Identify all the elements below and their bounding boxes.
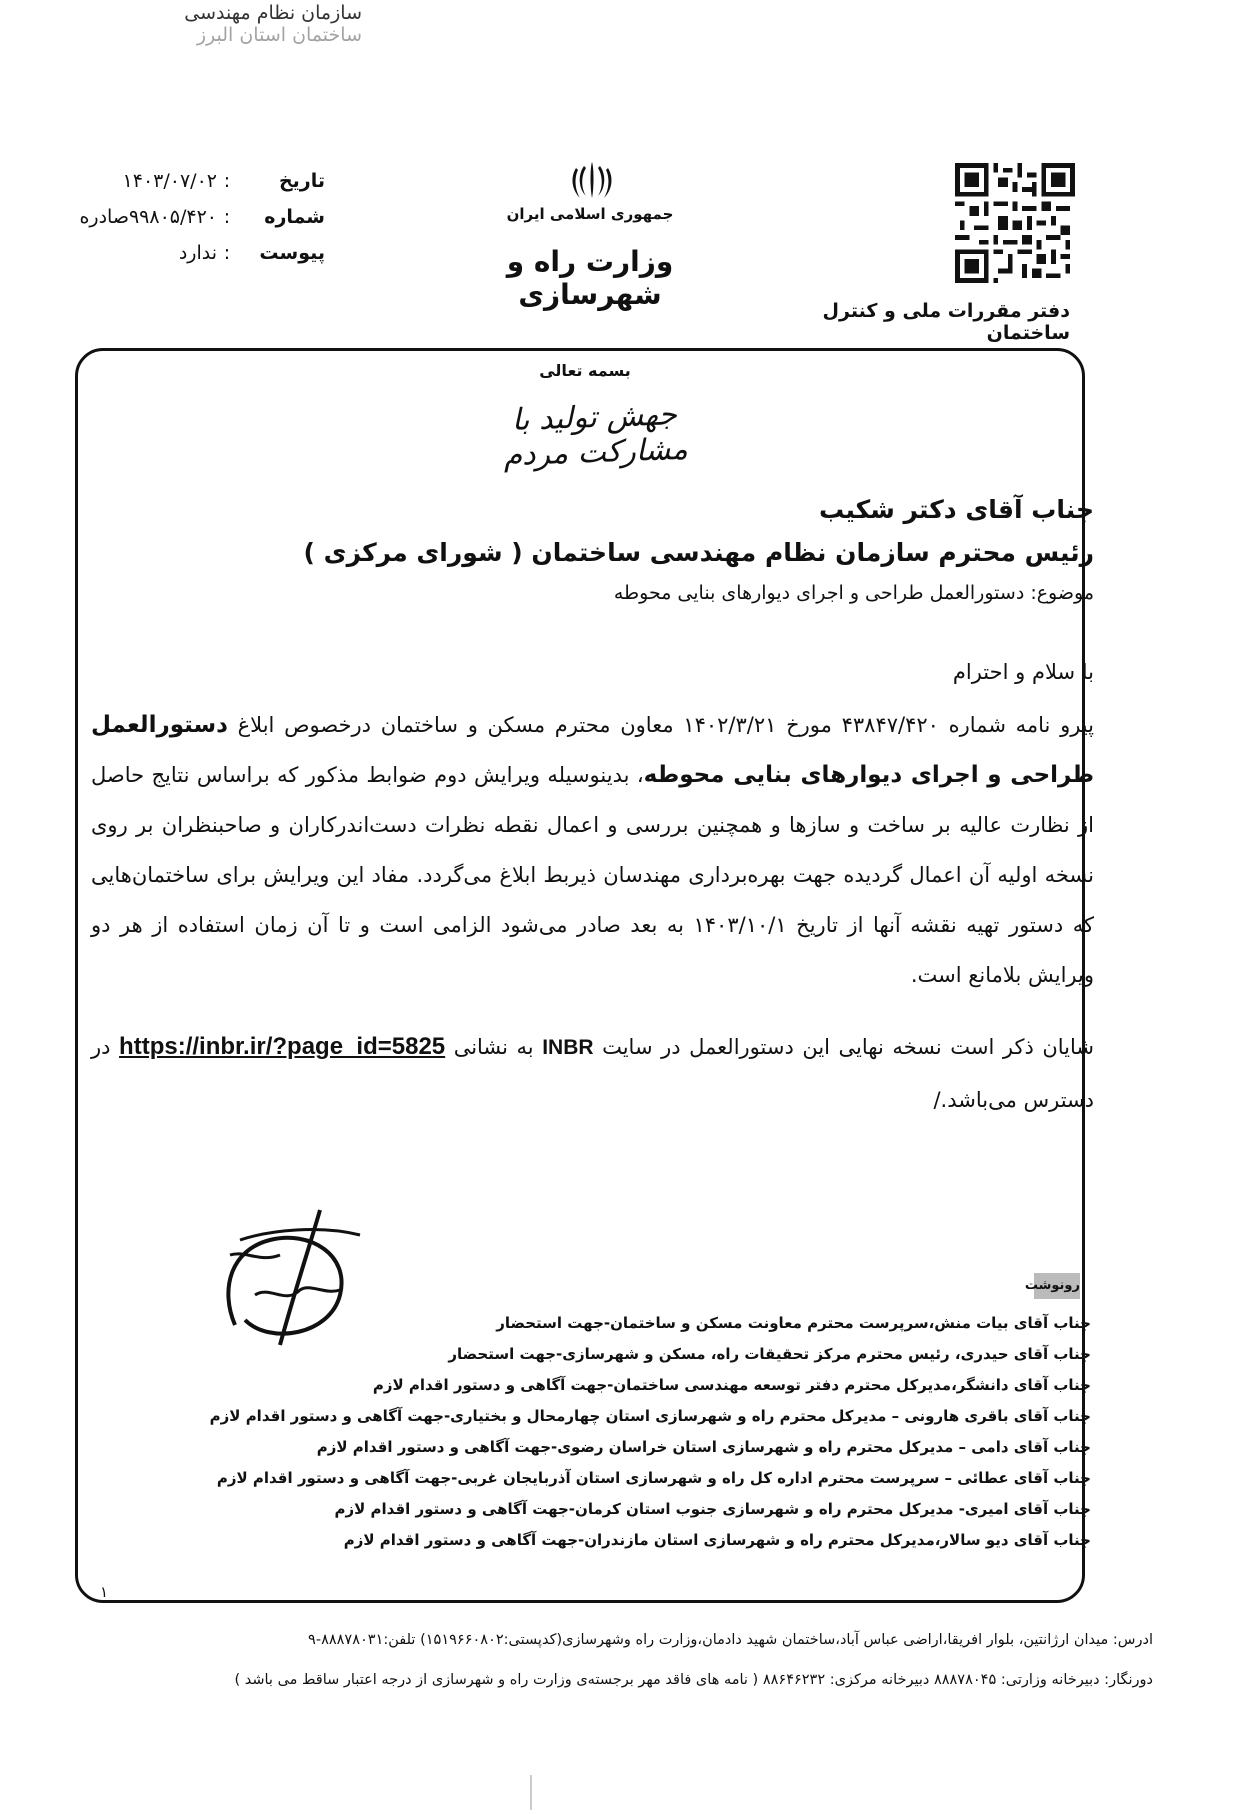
iran-emblem-icon: [568, 158, 616, 204]
motto: جهش تولید با مشارکت مردم: [502, 397, 689, 474]
note-text-1: شایان ذکر است نسخه نهایی این دستورالعمل در سایت: [602, 1035, 1094, 1059]
note-text-2: به نشانی: [453, 1035, 534, 1059]
cc-item: جناب آقای باقری هارونی – مدیرکل محترم راه و شهرسازی استان چهارمحال و بختیاری-جهت آگاهی و دستور اقدام لازم: [209, 1407, 1091, 1425]
number-label: شماره: [264, 206, 325, 228]
stamp-line-1: سازمان نظام مهندسی: [184, 2, 362, 24]
attachment-row: پیوست : ندارد: [178, 242, 325, 264]
paragraph-intro: پیرو نامه شماره ۴۳۸۴۷/۴۲۰ مورخ ۱۴۰۲/۳/۲۱ معاون محترم مسکن و ساختمان درخصوص ابلاغ: [237, 713, 1094, 737]
date-label: تاریخ: [278, 170, 325, 192]
cc-item: جناب آقای حیدری، رئیس محترم مرکز تحقیقات راه، مسکن و شهرسازی-جهت استحضار: [448, 1345, 1091, 1363]
number-row: شماره : ۹۹۸۰۵/۴۲۰صادره: [79, 206, 325, 228]
cc-label: رونوشت: [1034, 1273, 1080, 1299]
site-name: INBR: [542, 1036, 594, 1059]
cc-list: [209, 1308, 1091, 1556]
date-value: ۱۴۰۳/۰۷/۰۲: [122, 170, 217, 192]
paragraph-body: ، بدینوسیله ویرایش دوم ضوابط مذکور که براساس نتایج حاصل از نظارت عالیه بر ساخت و سازها و همچنین بررسی و اعمال نقطه نظرات دست‌اندرکاران و صاحبنظران بر روی نسخه اولیه آن اعمال گردیده جهت بهره‌برداری مهندسان ذیربط ابلاغ می‌گردد. مفاد این ویرایش برای ساختمان‌هایی که دستور تهیه نقشه آنها از تاریخ ۱۴۰۳/۱۰/۱ به بعد صادر می‌شود الزامی است و تا آن زمان استفاده از هر دو ویرایش بلامانع است.: [91, 763, 1095, 987]
footer-address: ادرس: میدان ارژانتین، بلوار افریقا،اراضی عباس آباد،ساختمان شهید دادمان،وزارت راه وشهرسازی(کدپستی:۱۵۱۹۶۶۰۸۰۲) تلفن:۸۸۸۷۸۰۳۱-۹: [308, 1632, 1153, 1648]
subject-line: موضوع: دستورالعمل طراحی و اجرای دیوارهای بنایی محوطه: [613, 582, 1094, 604]
instruction-title: دستورالعمل طراحی و اجرای دیوارهای بنایی محوطه: [91, 712, 1095, 788]
attachment-value: ندارد: [178, 242, 217, 264]
attachment-label: پیوست: [259, 242, 325, 264]
republic-label: جمهوری اسلامی ایران: [506, 205, 674, 223]
cc-item: جناب آقای بیات منش،سرپرست محترم معاونت مسکن و ساختمان-جهت استحضار: [496, 1314, 1091, 1332]
scan-edge-mark: [530, 1775, 532, 1810]
number-value: ۹۹۸۰۵/۴۲۰صادره: [79, 206, 217, 228]
department-title: دفتر مقررات ملی و کنترل ساختمان: [822, 300, 1070, 344]
cc-item: جناب آقای عطائی – سرپرست محترم اداره کل راه و شهرسازی استان آذربایجان غربی-جهت آگاهی و دستور اقدام لازم: [216, 1469, 1091, 1487]
date-row: تاریخ : ۱۴۰۳/۰۷/۰۲: [122, 170, 325, 192]
recipient-name: جناب آقای دکتر شکیب: [819, 495, 1094, 524]
cc-item: جناب آقای امیری- مدیرکل محترم راه و شهرسازی جنوب استان کرمان-جهت آگاهی و دستور اقدام لازم: [334, 1500, 1091, 1518]
page-number: ۱: [100, 1583, 109, 1601]
bismillah: بسمه تعالی: [539, 361, 631, 380]
note-text-3: در دسترس می‌باشد./: [91, 1035, 1094, 1112]
stamp-line-2: ساختمان استان البرز: [196, 24, 362, 46]
top-stamp: [112, 0, 362, 48]
letter-body-paragraph: [91, 700, 1094, 1000]
footer-fax: دورنگار: دبیرخانه وزارتی: ۸۸۸۷۸۰۴۵ دبیرخانه مرکزی: ۸۸۶۴۶۲۳۲ ( نامه های فاقد مهر برجسته‌ی وزارت راه و شهرسازی از درجه اعتبار ساقط می باشد ): [234, 1672, 1153, 1688]
cc-item: جناب آقای دانشگر،مدیرکل محترم دفتر توسعه مهندسی ساختمان-جهت آگاهی و دستور اقدام لازم: [372, 1376, 1091, 1394]
ministry-title: وزارت راه و شهرسازی: [506, 245, 674, 311]
recipient-title: رئیس محترم سازمان نظام مهندسی ساختمان ( شورای مرکزی ): [303, 538, 1094, 567]
cc-item: جناب آقای دامی – مدیرکل محترم راه و شهرسازی استان خراسان رضوی-جهت آگاهی و دستور اقدام لازم: [316, 1438, 1091, 1456]
cc-item: جناب آقای دیو سالار،مدیرکل محترم راه و شهرسازی استان مازندران-جهت آگاهی و دستور اقدام لازم: [343, 1531, 1091, 1549]
qr-code-icon: [955, 163, 1075, 283]
letter-meta: [55, 170, 325, 264]
instruction-link[interactable]: https://inbr.ir/?page_id=5825: [119, 1033, 446, 1060]
letter-note-paragraph: [91, 1020, 1094, 1127]
salutation: با سلام و احترام: [952, 660, 1094, 684]
